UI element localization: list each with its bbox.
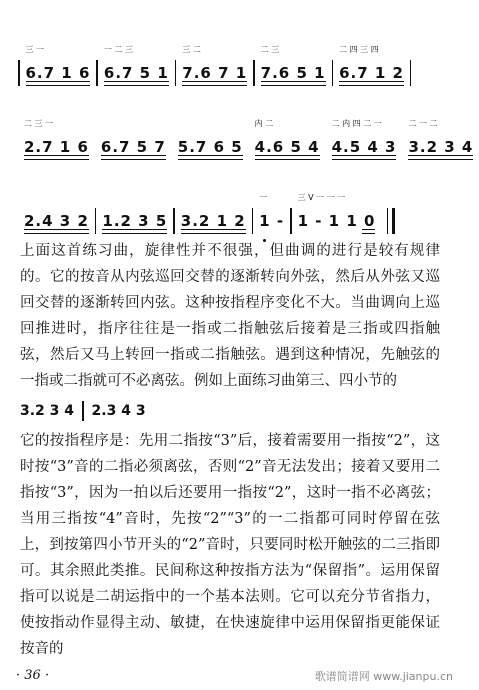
measure-notes: 1 - <box>259 212 285 230</box>
inline-measure-2: 2.3 4 3 <box>91 403 146 419</box>
score-measure <box>20 45 97 82</box>
score-system-1 <box>18 30 448 104</box>
measure-notes: 2.4 3 2 <box>24 212 89 230</box>
score-measure <box>18 119 95 156</box>
measure-notes: 3.2 3 4 <box>408 138 474 156</box>
score-measure <box>95 138 172 156</box>
barline <box>410 60 412 86</box>
score-measure <box>402 119 479 156</box>
measure-notes: 2.7 1 6 <box>24 138 89 156</box>
score-measure <box>18 212 95 230</box>
measure-notes: 4.6 5 4 <box>254 138 320 156</box>
score-measure <box>176 45 253 82</box>
fingering-mark: 一 <box>259 193 268 202</box>
measure-notes: 1.2 3 5 <box>102 212 168 230</box>
measure-notes: 6.7 1 6 <box>25 64 91 82</box>
measure-notes: 7.6 7 1 <box>182 64 248 82</box>
measure-notes: 4.5 4 3 <box>331 138 397 156</box>
fingering-mark: 三 一 <box>25 45 45 54</box>
music-score <box>18 30 474 252</box>
fingering-mark: 二 三 一 <box>24 119 54 128</box>
inline-score-example <box>20 398 440 424</box>
measure-notes: 6.7 5 7 <box>100 138 166 156</box>
watermark: 歌谱简谱网 www.jianpu.cn <box>314 670 453 683</box>
score-measure <box>253 193 290 230</box>
measure-notes: 3.2 1 2 <box>180 212 246 230</box>
paragraph: 它的按指程序是：先用二指按“3”后，接着需要用一指按“2”，这时按“3”音的二指必须离弦，否则“2”音无法发出；接着又要用二指按“3”，因为一拍以后还要用一指按“2”，这时一指不必离弦；当用三指按“4”音时，先按“2”“3”的一二指都可同时停留在弦上，到按第四小节开头的“2”音时，只要同时松开触弦的二三指即可。其余照此类推。民间称这种按指方法为“保留指”。运用保留指可以说是二胡运指中的一个基本法则。它可以充分节省指力，使按指动作显得主动、敏捷，在快速旋律中运用保留指更能保证按音的 <box>20 433 440 657</box>
fingering-mark: 三 V 一 一 一 <box>297 193 346 202</box>
inline-measure-1: 3.2 3 4 <box>20 403 75 419</box>
fingering-mark: 一 二 三 <box>103 45 133 54</box>
fingering-mark: 二 三 <box>260 45 280 54</box>
fingering-mark: 内 二 <box>254 119 274 128</box>
score-measure <box>249 119 326 156</box>
fingering-mark: 二 四 三 四 <box>339 45 379 54</box>
barline <box>82 401 84 421</box>
score-system-2 <box>18 104 474 178</box>
measure-notes: 1 - 1 1 0 <box>297 212 376 230</box>
score-measure <box>96 212 173 230</box>
score-measure <box>98 45 175 82</box>
measure-notes: 6.7 5 1 <box>103 64 169 82</box>
score-measure <box>326 119 403 156</box>
fingering-mark: 二 一 二 <box>408 119 438 128</box>
fingering-mark: 二 内 四 二 一 <box>331 119 382 128</box>
page-number: · 36 · <box>16 668 50 683</box>
measure-notes: 7.6 5 1 <box>260 64 326 82</box>
score-measure <box>333 45 410 82</box>
score-measure <box>172 138 249 156</box>
score-measure <box>175 212 252 230</box>
score-measure <box>292 193 382 230</box>
fingering-mark: 三 二 <box>182 45 201 54</box>
body-text <box>20 238 440 662</box>
final-barline <box>387 208 395 234</box>
score-measure <box>255 45 332 82</box>
measure-notes: 6.7 1 2 <box>339 64 404 82</box>
paragraph: 上面这首练习曲，旋律性并不很强，但曲调的进行是较有规律的。它的按音从内弦巡回交替的逐渐转向外弦，然后从外弦又巡回交替的逐渐转回内弦。这种按指程序变化不大。当曲调向上巡回推进时，指序往往是一指或二指触弦后接着是三指或四指触弦，然后又马上转回一指或二指触弦。遇到这种情况，先触弦的一指或二指就可不必离弦。例如上面练习曲第三、四小节的 <box>20 243 440 389</box>
measure-notes: 5.7 6 5 <box>177 138 243 156</box>
